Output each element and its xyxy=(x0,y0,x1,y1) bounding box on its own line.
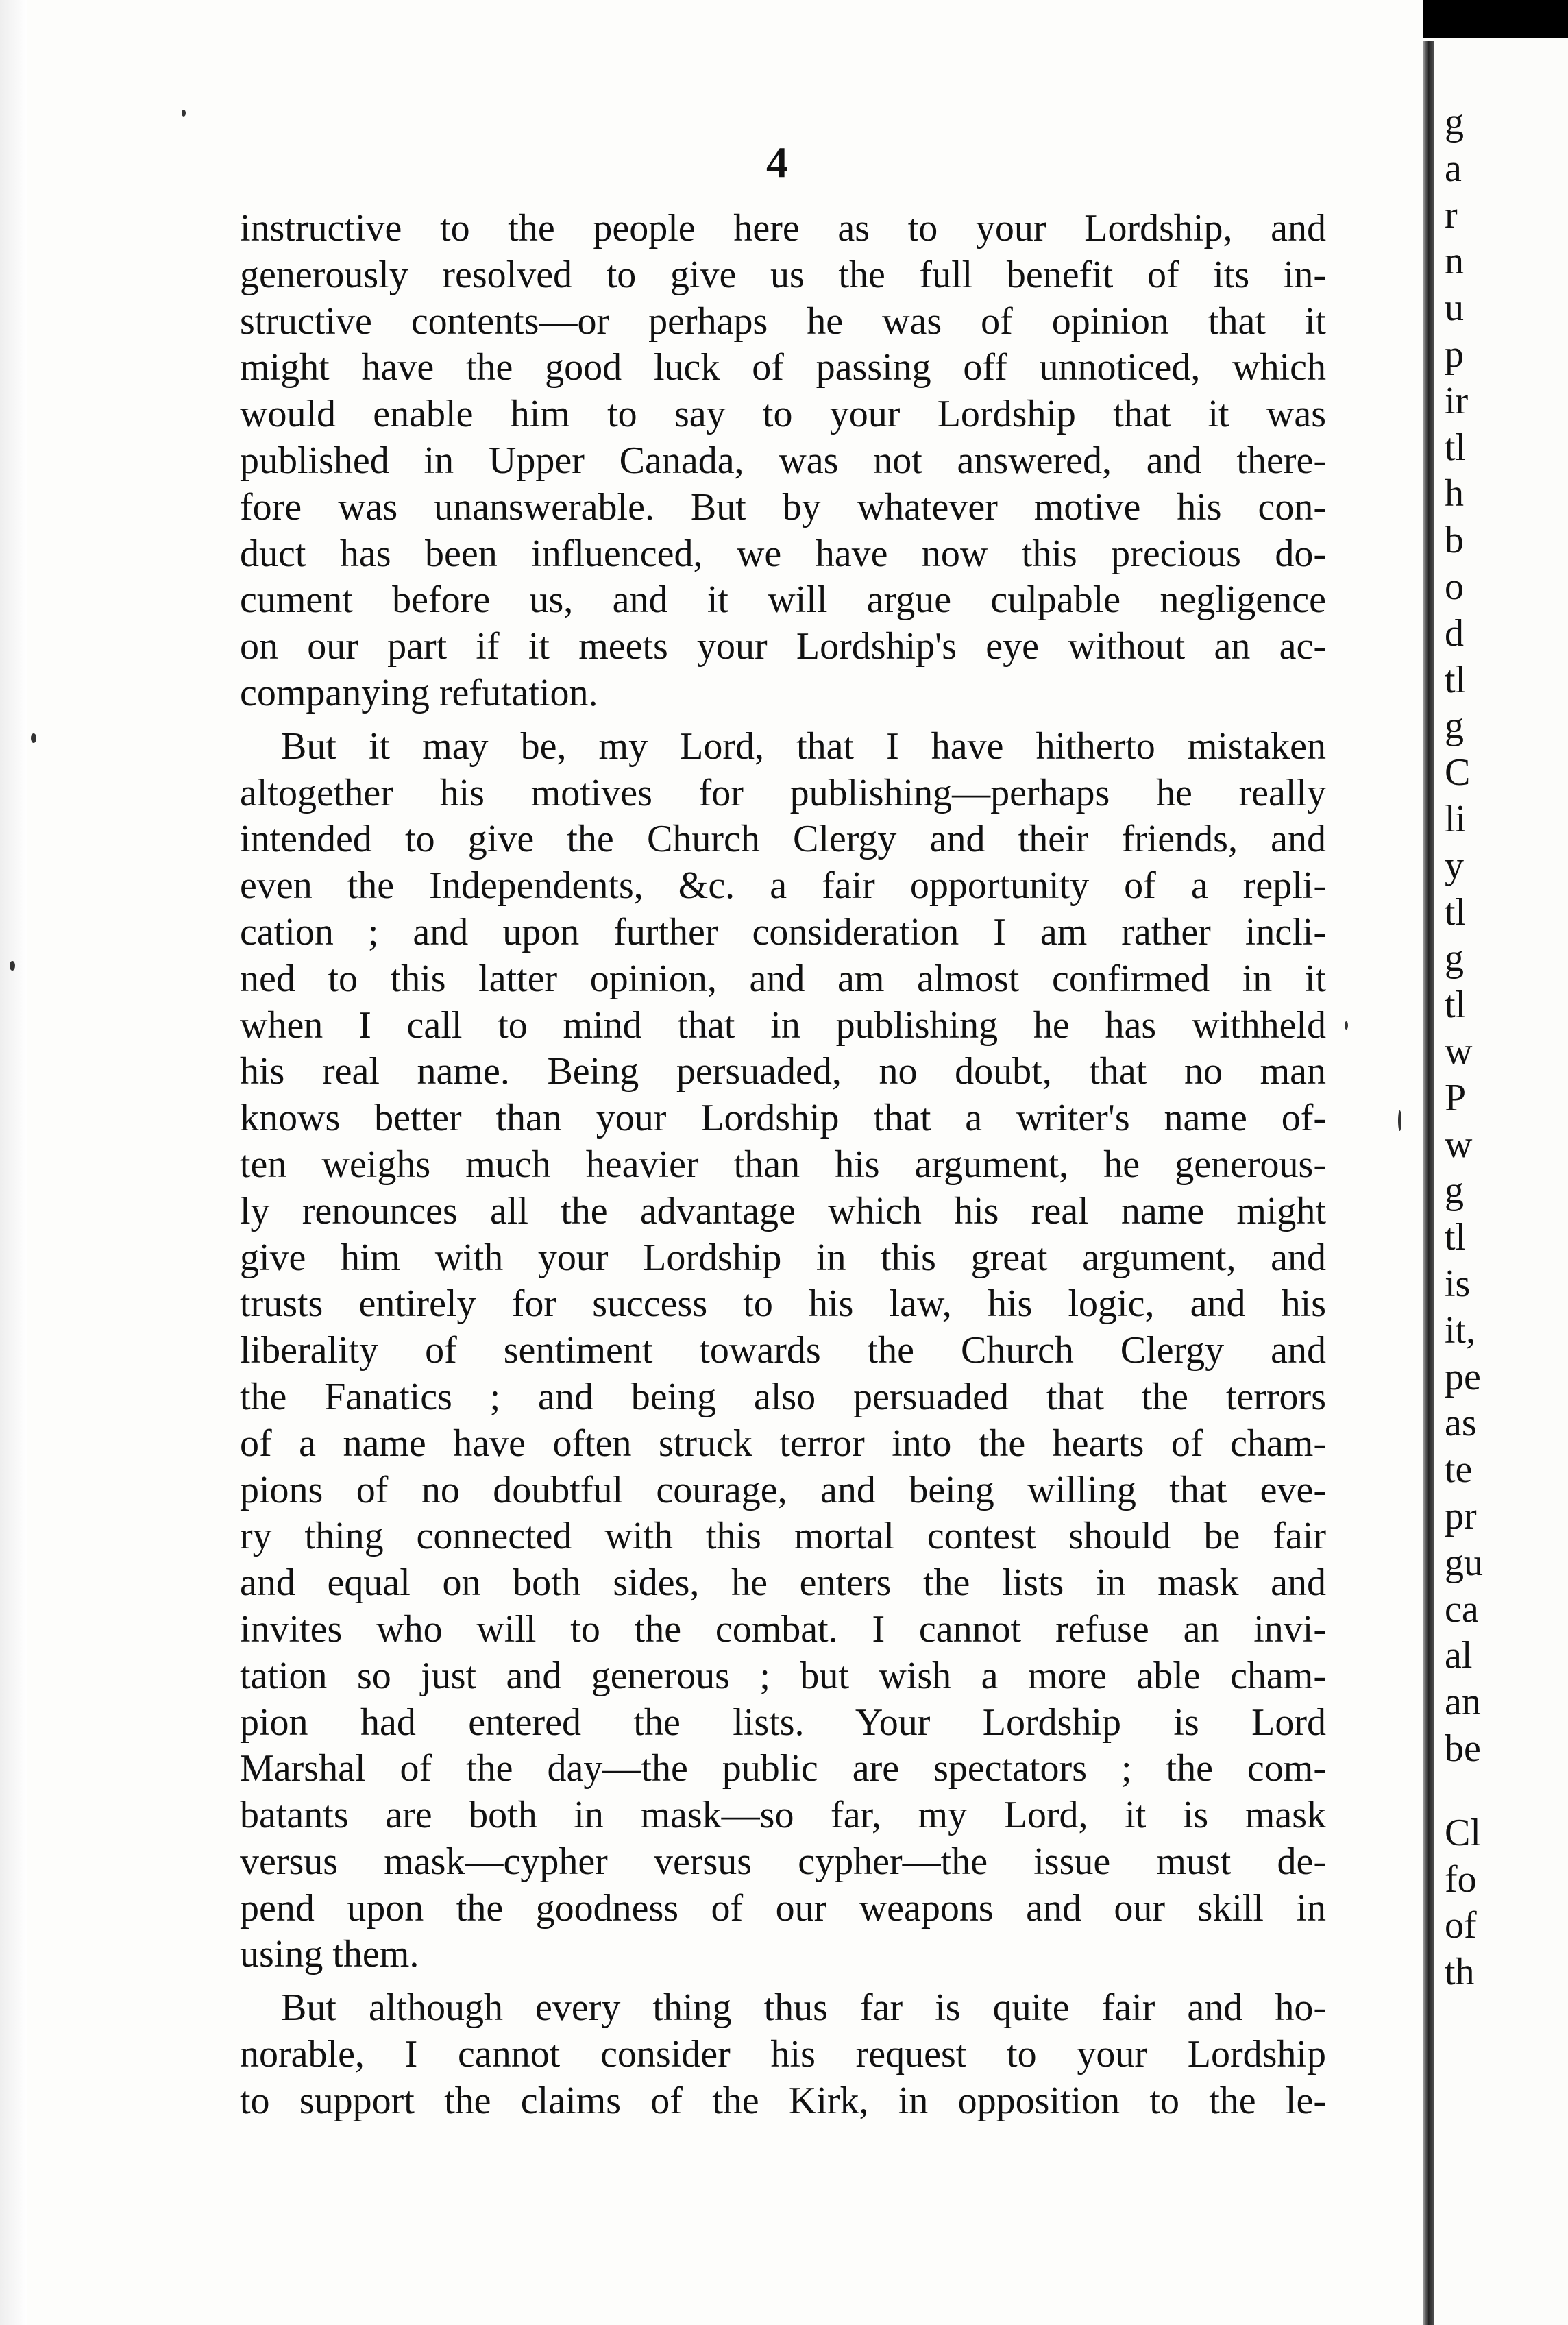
facing-page-fragment: P xyxy=(1445,1076,1467,1119)
text-line: pion had entered the lists. Your Lordship is Lord xyxy=(240,1701,1326,1744)
text-line: duct has been influenced, we have now this precious do- xyxy=(240,532,1326,575)
scan-speck xyxy=(1345,1021,1348,1030)
facing-page-fragment: pe xyxy=(1445,1355,1481,1398)
facing-page-fragment: g xyxy=(1445,937,1464,980)
facing-page-fragment: g xyxy=(1445,1169,1464,1213)
facing-page-fragment: Cl xyxy=(1445,1811,1481,1854)
text-line: tation so just and generous ; but wish a more able cham- xyxy=(240,1654,1326,1697)
facing-page-fragment: is xyxy=(1445,1263,1471,1305)
facing-page-fragment: fo xyxy=(1445,1858,1477,1901)
facing-page-fragment: of xyxy=(1445,1904,1477,1947)
facing-page-fragment: a xyxy=(1445,147,1462,190)
facing-page-fragment: th xyxy=(1445,1951,1475,1994)
scan-speck xyxy=(10,961,15,971)
text-line: ry thing connected with this mortal contest should be fair xyxy=(240,1515,1326,1558)
paragraph-gap xyxy=(240,1978,1326,1985)
text-line: versus mask—cypher versus cypher—the issue must de- xyxy=(240,1840,1326,1883)
paragraph-gap xyxy=(240,717,1326,724)
facing-page-fragment: it, xyxy=(1445,1308,1476,1352)
text-line: But it may be, my Lord, that I have hitherto mistaken xyxy=(281,725,1326,768)
text-line: using them. xyxy=(240,1933,419,1976)
text-line: to support the claims of the Kirk, in opposition to the le- xyxy=(240,2079,1326,2122)
text-line: pions of no doubtful courage, and being willing that eve- xyxy=(240,1468,1326,1511)
facing-page-fragment: tl xyxy=(1445,890,1467,934)
facing-page-fragment: h xyxy=(1445,472,1464,515)
text-line: Marshal of the day—the public are spectators ; the com- xyxy=(240,1747,1326,1790)
scan-speck xyxy=(31,733,36,743)
facing-page-fragment: be xyxy=(1445,1727,1481,1770)
text-line: companying refutation. xyxy=(240,671,598,714)
text-line: structive contents—or perhaps he was of opinion that it xyxy=(240,300,1326,343)
facing-page-fragment: li xyxy=(1445,798,1467,840)
facing-page-fragment: an xyxy=(1445,1681,1481,1724)
text-line: and equal on both sides, he enters the lists in mask and xyxy=(240,1561,1326,1605)
text-line: ned to this latter opinion, and am almost confirmed in it xyxy=(240,957,1326,1000)
text-line: ten weighs much heavier than his argument, he generous- xyxy=(240,1143,1326,1186)
text-line: generously resolved to give us the full benefit of its in- xyxy=(240,253,1326,296)
text-line: ly renounces all the advantage which his real name might xyxy=(240,1189,1326,1232)
facing-page-fragment: u xyxy=(1445,287,1464,330)
text-line: when I call to mind that in publishing he has withheld xyxy=(240,1003,1326,1047)
page-number: 4 xyxy=(766,138,788,186)
text-line: altogether his motives for publishing—perhaps he really xyxy=(240,771,1326,814)
facing-page-fragment: b xyxy=(1445,519,1464,562)
facing-page-fragment: y xyxy=(1445,844,1464,887)
facing-page-fragment: as xyxy=(1445,1402,1477,1445)
facing-page-fragment: g xyxy=(1445,705,1464,748)
facing-page-fragment: ca xyxy=(1445,1587,1479,1631)
facing-page-fragment: tl xyxy=(1445,1216,1467,1259)
text-line: norable, I cannot consider his request to your Lordship xyxy=(240,2033,1326,2076)
text-line: pend upon the goodness of our weapons and our skill in xyxy=(240,1886,1326,1930)
facing-page-fragment: al xyxy=(1445,1634,1473,1677)
facing-page-fragment: ir xyxy=(1445,379,1469,422)
facing-page-fragment: gu xyxy=(1445,1541,1483,1584)
text-line: trusts entirely for success to his law, his logic, and his xyxy=(240,1282,1326,1326)
text-line: give him with your Lordship in this great argument, and xyxy=(240,1236,1326,1279)
scan-speck xyxy=(182,110,186,117)
facing-page-fragment: pr xyxy=(1445,1495,1477,1537)
facing-page-fragment: tl xyxy=(1445,984,1467,1027)
text-line: would enable him to say to your Lordship that it was xyxy=(240,393,1326,436)
text-line: cument before us, and it will argue culpable negligence xyxy=(240,579,1326,622)
text-line: the Fanatics ; and being also persuaded that the terrors xyxy=(240,1375,1326,1418)
facing-page-fragment: w xyxy=(1445,1123,1473,1166)
text-line: knows better than your Lordship that a writer's name of- xyxy=(240,1097,1326,1140)
facing-page-fragment: w xyxy=(1445,1030,1473,1073)
text-line: batants are both in mask—so far, my Lord, it is mask xyxy=(240,1794,1326,1837)
text-line: fore was unanswerable. But by whatever motive his con- xyxy=(240,485,1326,528)
facing-page-fragment: C xyxy=(1445,751,1471,794)
book-spine-gutter xyxy=(1423,41,1434,2325)
text-line: instructive to the people here as to your Lordship, and xyxy=(240,207,1326,249)
text-line: of a name have often struck terror into the hearts of cham- xyxy=(240,1422,1326,1465)
text-line: published in Upper Canada, was not answered, and there- xyxy=(240,439,1326,482)
facing-page-fragment: g xyxy=(1445,101,1464,143)
text-line: invites who will to the combat. I cannot refuse an invi- xyxy=(240,1607,1326,1651)
facing-page-fragment: tl xyxy=(1445,426,1467,469)
scan-speck xyxy=(1398,1110,1401,1131)
facing-page-fragment: r xyxy=(1445,193,1458,236)
facing-page-fragment: te xyxy=(1445,1448,1473,1492)
text-line: might have the good luck of passing off unnoticed, which xyxy=(240,346,1326,389)
text-line: his real name. Being persuaded, no doubt, that no man xyxy=(240,1050,1326,1093)
text-line: But although every thing thus far is quite fair and ho- xyxy=(281,1986,1326,2030)
facing-page-fragment: d xyxy=(1445,611,1464,655)
text-line: on our part if it meets your Lordship's eye without an ac- xyxy=(240,625,1326,668)
text-line: even the Independents, &c. a fair opportunity of a repli- xyxy=(240,864,1326,908)
page-body-text xyxy=(240,206,1326,2125)
page-edge-shadow xyxy=(0,0,27,2325)
facing-page-fragment: n xyxy=(1445,240,1464,283)
text-line: cation ; and upon further consideration I am rather incli- xyxy=(240,910,1326,953)
facing-page-fragment: o xyxy=(1445,565,1464,608)
text-line: intended to give the Church Clergy and their friends, and xyxy=(240,818,1326,861)
binding-shadow-top xyxy=(1423,0,1568,38)
facing-page-fragment: tl xyxy=(1445,658,1467,701)
text-line: liberality of sentiment towards the Church Clergy and xyxy=(240,1329,1326,1372)
facing-page-fragment: p xyxy=(1445,333,1464,376)
